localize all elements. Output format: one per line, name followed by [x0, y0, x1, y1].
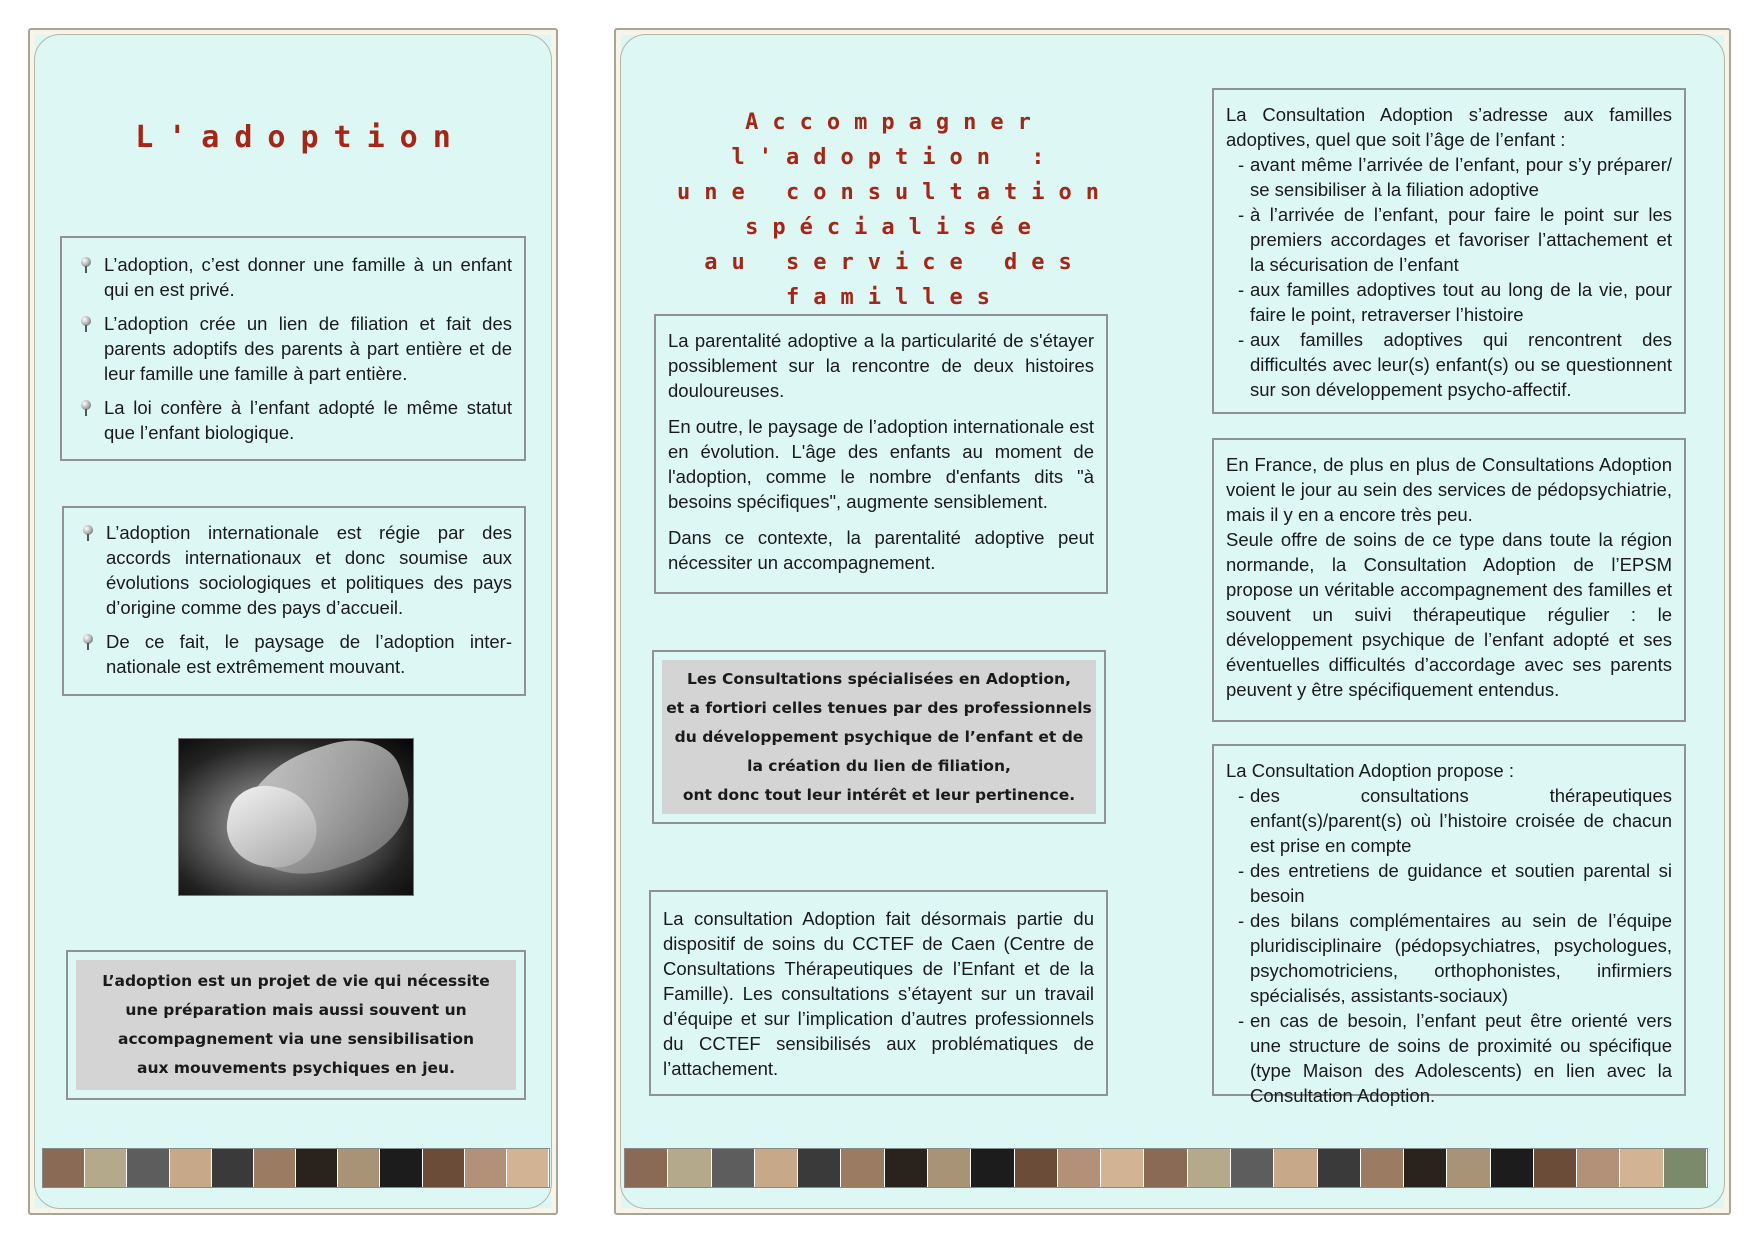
child-photo-tile [507, 1149, 549, 1187]
list-item: - des consultations thérapeutiques enfant(s)/parent(s) où l’histoire croisée de chacun est prise en compte [1226, 783, 1672, 858]
child-photo-tile [1577, 1149, 1620, 1187]
list-item: L’adoption crée un lien de filiation et fait des parents adoptifs des parents à part entière et de leur famille une famille à part entière. [78, 311, 512, 386]
child-photo-tile [1361, 1149, 1404, 1187]
list-item: - avant même l’arrivée de l’enfant, pour s’y préparer/ se sensibiliser à la filiation adoptive [1226, 152, 1672, 202]
middle-title: Accompagner l'adoption : une consultation spécialisée au service des familles [677, 110, 1113, 310]
child-photo-tile [338, 1149, 380, 1187]
right-box-1: La Consultation Adoption s’adresse aux familles adoptives, quel que soit l’âge de l’enfant : - avant même l’arrivée de l’enfant, pour s’y préparer/ se sensibiliser à la filiation adoptive - à l’arrivée de l’enfant, pour faire le point sur les premiers accordages et favoriser l’attachement et la sécurisation de l’enfant - aux familles adoptives tout au long de la vie, pour faire le point, retraverser l’histoire - aux familles adoptives qui rencontrent des difficultés avec leur(s) enfant(s) ou se questionnent sur son développement psycho-affectif. [1212, 88, 1686, 414]
hands-photo [178, 738, 414, 896]
pushpin-icon [80, 257, 92, 273]
child-photo-tile [668, 1149, 711, 1187]
child-photo-tile [885, 1149, 928, 1187]
middle-highlight-box [652, 650, 1106, 824]
list-item: La loi confère à l’enfant adopté le même statut que l’enfant biologique. [78, 395, 512, 445]
pushpin-icon [80, 400, 92, 416]
child-photo-tile [1274, 1149, 1317, 1187]
child-photo-tile [296, 1149, 338, 1187]
child-photo-tile [841, 1149, 884, 1187]
child-photo-tile [254, 1149, 296, 1187]
child-photo-tile [1015, 1149, 1058, 1187]
child-photo-tile [423, 1149, 465, 1187]
pushpin-icon [82, 525, 94, 541]
middle-box-1: La parentalité adoptive a la particularité de s'étayer possiblement sur la rencontre de deux histoires douloureuses. En outre, le paysage de l’adoption internationale est en évolution. L'âge des enfants au moment de l'adoption, comme le nombre d'enfants dits "à besoins spécifiques", augmente sensiblement. Dans ce contexte, la parentalité adoptive peut nécessiter un accompagnement. [654, 314, 1108, 594]
child-photo-tile [127, 1149, 169, 1187]
list-item: - à l’arrivée de l’enfant, pour faire le point sur les premiers accordages et favoriser l’attachement et la sécurisation de l’enfant [1226, 202, 1672, 277]
child-photo-tile [1231, 1149, 1274, 1187]
left-highlight-text: L’adoption est un projet de vie qui nécessite une préparation mais aussi souvent un accompagnement via une sensibilisation aux mouvements psychiques en jeu. [76, 960, 516, 1090]
middle-highlight-text: Les Consultations spécialisées en Adoption, et a fortiori celles tenues par des professionnels du développement psychique de l’enfant et de la création du lien de filiation, ont donc tout leur intérêt et leur pertinence. [662, 660, 1096, 814]
left-box-1 [60, 236, 526, 461]
child-photo-tile [1318, 1149, 1361, 1187]
child-photo-tile [1620, 1149, 1663, 1187]
left-highlight-box [66, 950, 526, 1100]
child-photo-tile [1664, 1149, 1707, 1187]
right-box-2: En France, de plus en plus de Consultations Adoption voient le jour au sein des services de pédopsychiatrie, mais il y en a encore très peu. Seule offre de soins de ce type dans toute la région normande, la Consultation Adoption de l’EPSM propose un véritable accompagnement des familles et souvent un suivi thérapeutique régulier : le développement psychique de l’enfant adopté et ses éventuelles difficultés d’accordage avec ses parents peuvent y être spécifiquement entendus. [1212, 438, 1686, 722]
list-item: De ce fait, le paysage de l’adoption inter-nationale est extrêmement mouvant. [80, 629, 512, 679]
child-photo-tile [798, 1149, 841, 1187]
child-photo-tile [1101, 1149, 1144, 1187]
right-box-3: La Consultation Adoption propose : - des consultations thérapeutiques enfant(s)/parent(s) où l’histoire croisée de chacun est prise en compte - des entretiens de guidance et soutien parental si besoin - des bilans complémentaires au sein de l’équipe pluridisciplinaire (pédopsychiatres, psychologues, psychomotriciens, orthophonistes, infirmiers spécialisés, assistants-sociaux) - en cas de besoin, l’enfant peut être orienté vers une structure de soins de proximité ou spécifique (type Maison des Adolescents) en lien avec la Consultation Adoption. [1212, 744, 1686, 1096]
middle-box-3: La consultation Adoption fait désormais partie du dispositif de soins du CCTEF de Caen (Centre de Consultations Thérapeutiques de l’Enfant et de la Famille). Les consultations s’étayent sur un travail d’équipe et sur l’implication d’autres professionnels du CCTEF sensibilisés aux problématiques de l’attachement. [649, 890, 1108, 1096]
left-box-2 [62, 506, 526, 696]
child-photo-tile [971, 1149, 1014, 1187]
child-photo-tile [1404, 1149, 1447, 1187]
child-photo-tile [212, 1149, 254, 1187]
list-item: - aux familles adoptives qui rencontrent des difficultés avec leur(s) enfant(s) ou se questionnent sur son développement psycho-affectif. [1226, 327, 1672, 402]
child-photo-tile [1534, 1149, 1577, 1187]
child-photo-tile [85, 1149, 127, 1187]
child-photo-tile [625, 1149, 668, 1187]
child-photo-tile [170, 1149, 212, 1187]
child-photo-tile [1491, 1149, 1534, 1187]
left-photo-strip [42, 1148, 550, 1188]
child-photo-tile [1144, 1149, 1187, 1187]
child-photo-tile [712, 1149, 755, 1187]
right-photo-strip [624, 1148, 1708, 1188]
child-photo-tile [380, 1149, 422, 1187]
pushpin-icon [82, 634, 94, 650]
list-item: - aux familles adoptives tout au long de la vie, pour faire le point, retraverser l’histoire [1226, 277, 1672, 327]
child-photo-tile [465, 1149, 507, 1187]
child-photo-tile [928, 1149, 971, 1187]
child-photo-tile [43, 1149, 85, 1187]
child-photo-tile [1058, 1149, 1101, 1187]
pushpin-icon [80, 316, 92, 332]
child-photo-tile [1447, 1149, 1490, 1187]
list-item: - des entretiens de guidance et soutien parental si besoin [1226, 858, 1672, 908]
child-photo-tile [755, 1149, 798, 1187]
list-item: L’adoption, c’est donner une famille à un enfant qui en est privé. [78, 252, 512, 302]
list-item: L’adoption internationale est régie par des accords internationaux et donc soumise aux évolutions sociologiques et politiques des pays d’origine comme des pays d’accueil. [80, 520, 512, 620]
list-item: - en cas de besoin, l’enfant peut être orienté vers une structure de soins de proximité ou spécifique (type Maison des Adolescents) en lien avec la Consultation Adoption. [1226, 1008, 1672, 1108]
left-title: L'adoption [135, 120, 466, 155]
list-item: - des bilans complémentaires au sein de l’équipe pluridisciplinaire (pédopsychiatres, psychologues, psychomotriciens, orthophonistes, infirmiers spécialisés, assistants-sociaux) [1226, 908, 1672, 1008]
child-photo-tile [1188, 1149, 1231, 1187]
